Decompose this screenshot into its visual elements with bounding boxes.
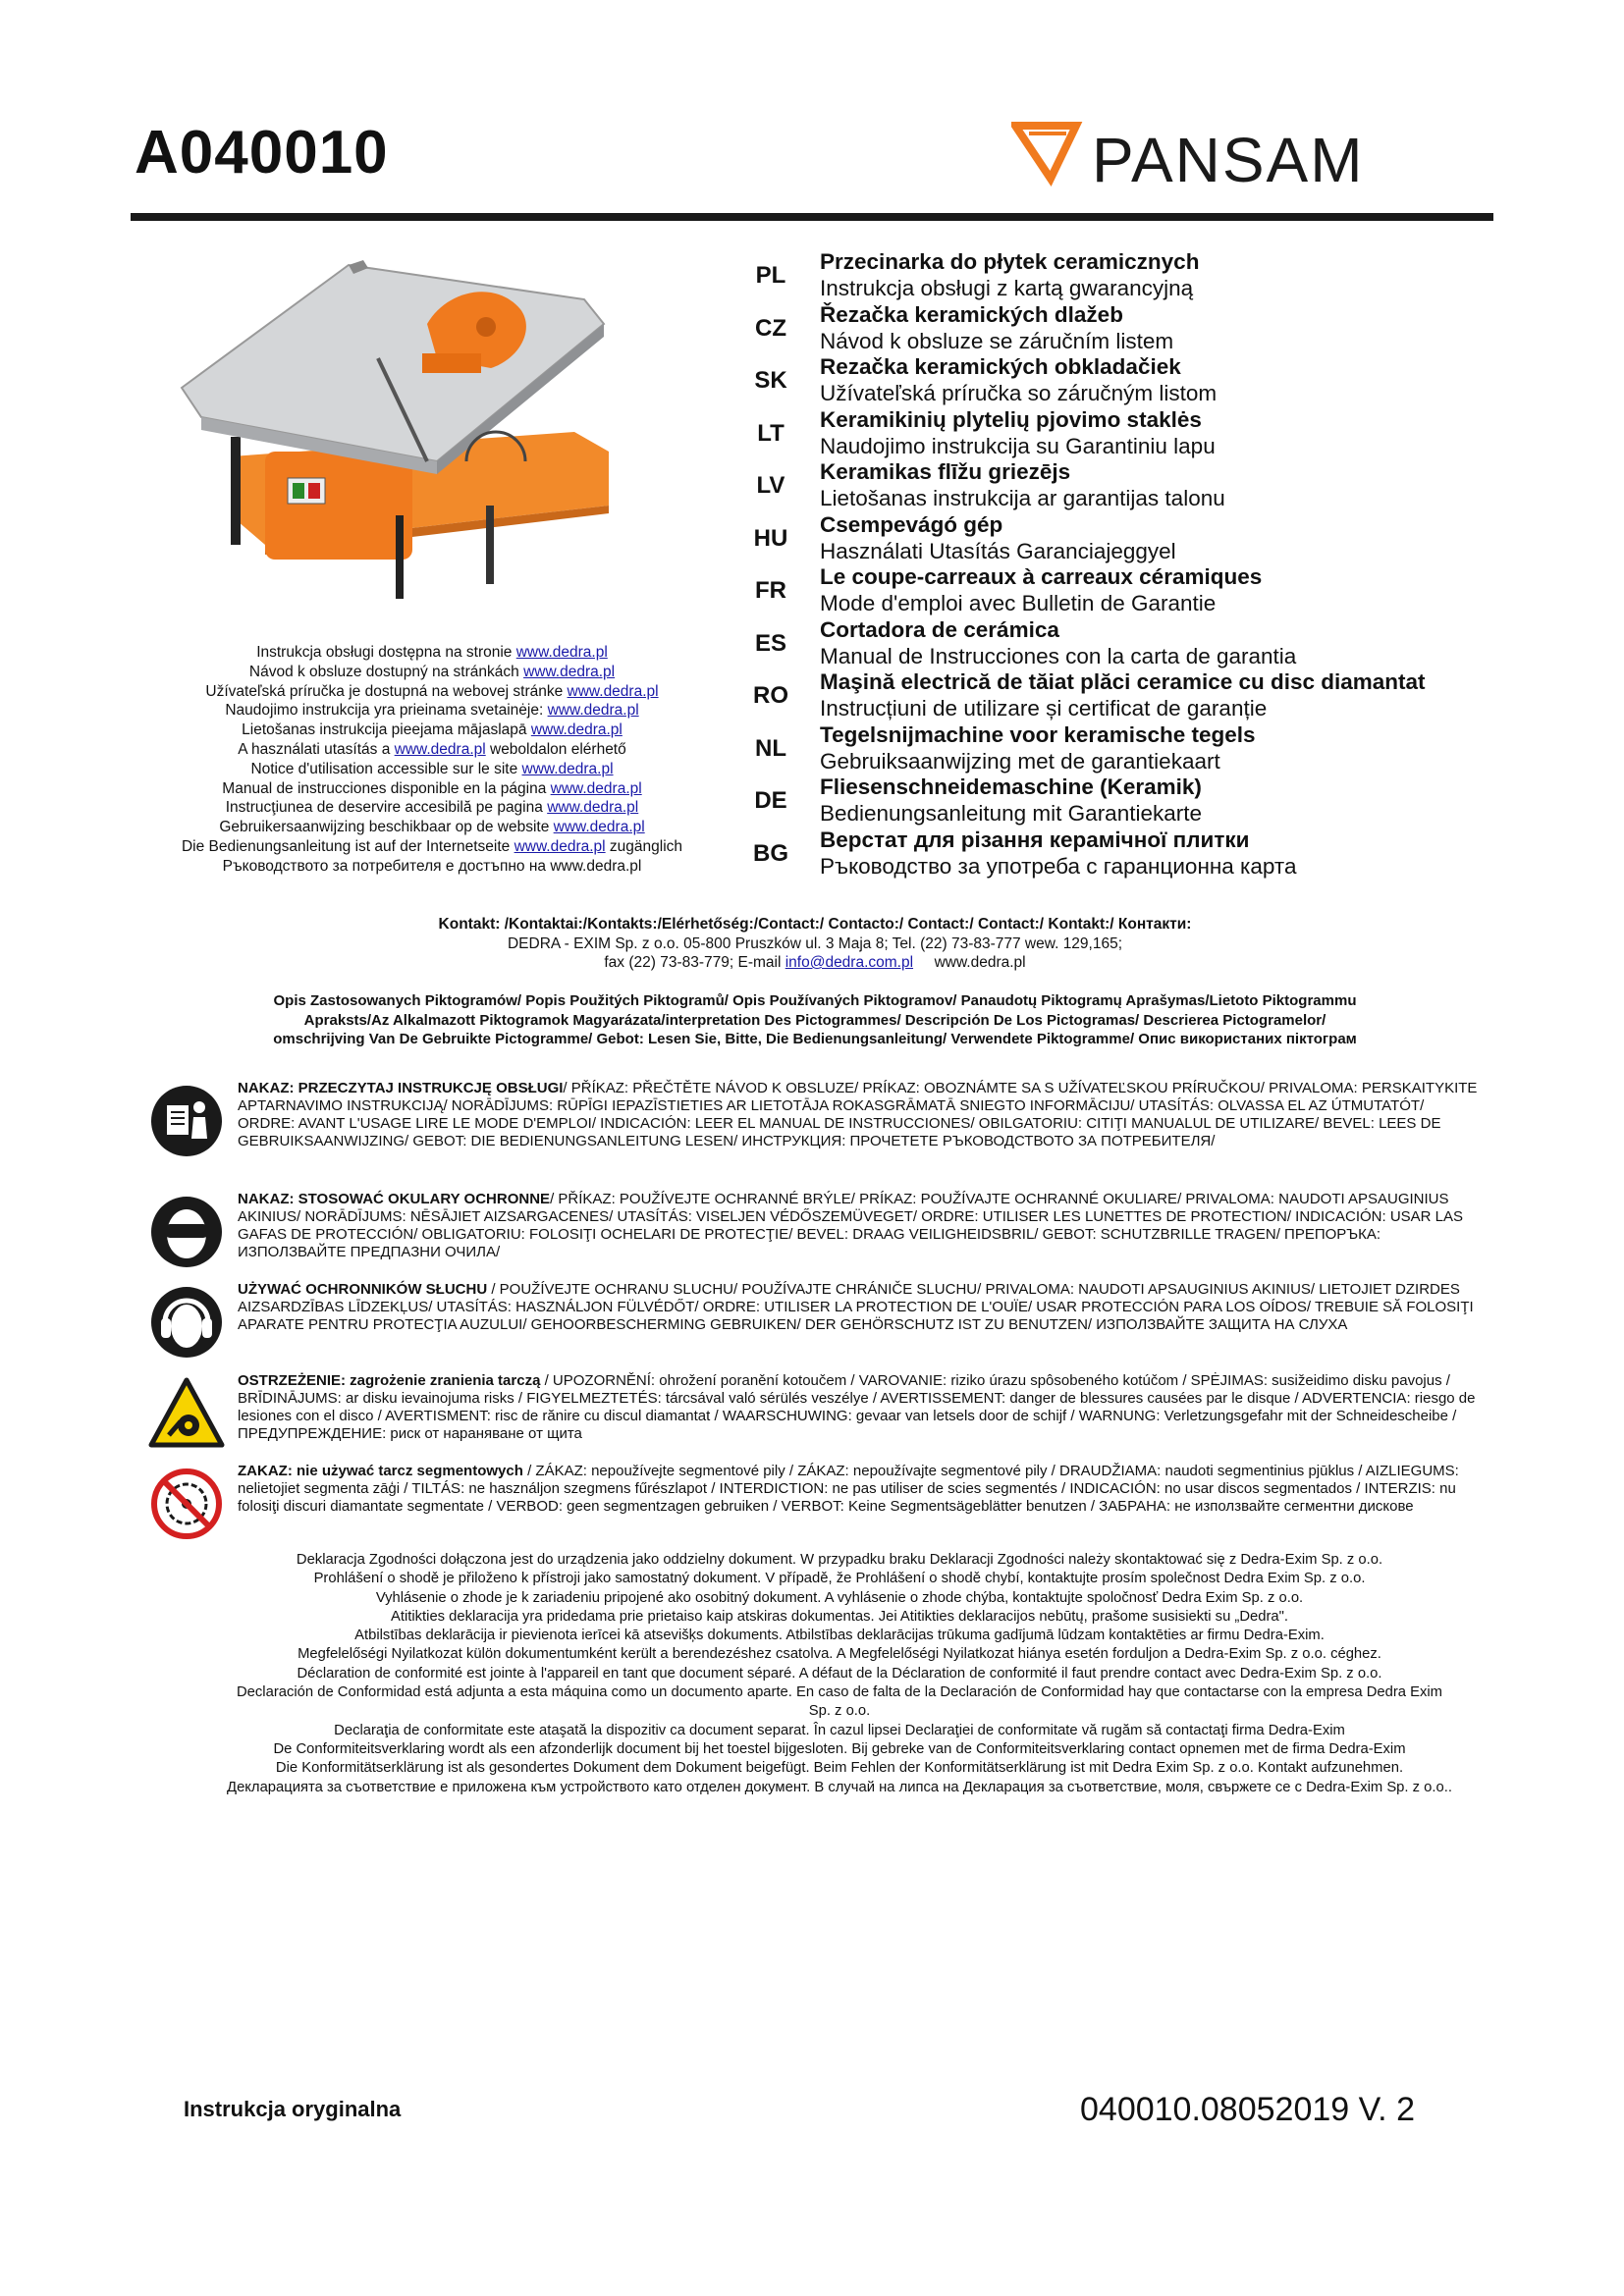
contact-block xyxy=(147,915,1483,973)
language-code: LV xyxy=(756,472,785,499)
availability-line: Manual de instrucciones disponible en la página www.dedra.pl xyxy=(222,779,642,797)
availability-line: Ръководството за потребителя е достъпно на www.dedra.pl xyxy=(222,857,642,875)
language-item xyxy=(751,459,1497,512)
read-manual-icon xyxy=(147,1082,226,1160)
contact-address: DEDRA - EXIM Sp. z o.o. 05-800 Pruszków ul. 3 Maja 8; Tel. (22) 73-83-777 wew. 129,165; xyxy=(507,934,1123,952)
manual-description: Bedienungsanleitung mit Garantiekarte xyxy=(820,801,1202,826)
website-link[interactable]: www.dedra.pl xyxy=(553,819,645,836)
model-number: A040010 xyxy=(135,119,389,187)
manual-description: Návod k obsluze se záručním listem xyxy=(820,328,1174,353)
language-code: NL xyxy=(755,734,786,762)
language-item xyxy=(751,564,1497,617)
language-item xyxy=(751,302,1497,355)
conformity-declarations xyxy=(226,1551,1453,1797)
declaration-paragraph: Declaración de Conformidad está adjunta a esta máquina como un documento aparte. En caso de falta de la Declaración de Conformidad hay que contactarse con la empresa Dedra Exim Sp. z o.o. xyxy=(236,1684,1443,1720)
website-link[interactable]: www.dedra.pl xyxy=(567,682,659,700)
language-code: PL xyxy=(755,262,786,289)
warning-text: UŻYWAĆ OCHRONNIKÓW SŁUCHU / POUŽÍVEJTE OCHRANU SLUCHU/ POUŽÍVAJTE CHRÁNIČE SLUCHU/ PRIVALOMA: NAUDOTI APSAUGINIUS AKINIUS/ LIETOJIET DZIRDES AIZSARDZĪBAS LĪDZEKĻUS/ UTASÍTÁS: HASZNÁLJON FÜLVÉDŐT/ ORDRE: UTILISER LA PROTECTION DE L'OUÏE/ USAR PROTECCIÓN PARA LOS OÍDOS/ TREBUIE SĂ FOLOSIŢI APARATE PENTRU PROTECŢIA AUZULUI/ GEHOORBESCHERMING GEBRUIKEN/ DER GEHÖRSCHUTZ IST ZU BENUTZEN/ ИЗПОЛЗВАЙТЕ ЗАЩИТА НА СЛУХА xyxy=(238,1281,1474,1333)
declaration-paragraph: Vyhlásenie o zhode je k zariadeniu pripojené ako osobitný dokument. A vyhlásenie o zhode chýba, kontaktujte spoločnosť Dedra Exim Sp. z o.o. xyxy=(375,1589,1304,1606)
language-item xyxy=(751,774,1497,828)
language-list xyxy=(751,249,1497,880)
email-link[interactable]: info@dedra.com.pl xyxy=(785,954,914,971)
product-name: Fliesenschneidemaschine (Keramik) xyxy=(820,774,1202,799)
declaration-paragraph: Atitikties deklaracija yra pridedama prie prietaiso kaip atskiras dokumentas. Jei Atitikties deklaracijos nebūtų, prašome susisiekti su „Dedra". xyxy=(390,1608,1289,1625)
product-name: Csempevágó gép xyxy=(820,511,1003,537)
availability-line: Naudojimo instrukcija yra prieinama svetainėje: www.dedra.pl xyxy=(225,702,639,720)
original-instructions-label: Instrukcja oryginalna xyxy=(184,2097,402,2121)
availability-line: Návod k obsluze dostupný na stránkách www.dedra.pl xyxy=(248,663,616,680)
language-code: RO xyxy=(753,682,788,709)
product-name: Верстат для різання керамічної плитки xyxy=(820,827,1250,852)
product-name: Przecinarka do płytek ceramicznych xyxy=(820,249,1200,274)
availability-line: Gebruikersaanwijzing beschikbaar op de website www.dedra.pl xyxy=(219,819,645,836)
language-item xyxy=(751,407,1497,460)
declaration-paragraph: Die Konformitätserklärung ist als gesondertes Dokument dem Dokument beigefügt. Beim Fehlen der Konformitätserklärung ist mit Dedra Exim Sp. z o.o. Kontakt aufzunehmen. xyxy=(275,1760,1404,1777)
language-item xyxy=(751,617,1497,670)
language-item xyxy=(751,512,1497,565)
availability-line: Notice d'utilisation accessible sur le site www.dedra.pl xyxy=(250,760,614,777)
product-name: Řezačka keramických dlažeb xyxy=(820,301,1123,327)
product-name: Maşină electrică de tăiat plăci ceramice cu disc diamantat xyxy=(820,669,1426,694)
declaration-paragraph: Declaraţia de conformitate este ataşată la dispozitiv ca document separat. În cazul lipsei Declaraţiei de conformitate vă rugăm să contactaţi firma Dedra-Exim xyxy=(334,1722,1345,1738)
language-code: FR xyxy=(755,577,786,604)
website-link[interactable]: www.dedra.pl xyxy=(550,779,642,797)
website-link[interactable]: www.dedra.pl xyxy=(547,702,639,720)
manual-description: Gebruiksaanwijzing met de garantiekaart xyxy=(820,748,1220,774)
manual-description: Užívateľská príručka so záručným listom xyxy=(820,381,1218,405)
website-link[interactable]: www.dedra.pl xyxy=(523,663,616,680)
website-link[interactable]: www.dedra.pl xyxy=(547,799,639,817)
brand-logo-icon xyxy=(1011,120,1090,192)
language-code: SK xyxy=(754,367,787,394)
product-name: Rezačka keramických obkladačiek xyxy=(820,354,1181,379)
declaration-paragraph: Déclaration de conformité est jointe à l'appareil en tant que document séparé. A défaut de la Déclaration de conformité il faut prendre contact avec Dedra-Exim Sp. z o.o. xyxy=(297,1665,1382,1682)
warning-text: NAKAZ: STOSOWAĆ OKULARY OCHRONNE/ PŘÍKAZ: POUŽÍVEJTE OCHRANNÉ BRÝLE/ PRÍKAZ: POUŽÍVAJTE OCHRANNÉ OKULIARE/ PRIVALOMA: NAUDOTI APSAUGINIUS AKINIUS/ NORĀDĪJUMS: NĒSĀJIET AIZSARGACENES/ UTASÍTÁS: VISELJEN VÉDŐSZEMÜVEGET/ ORDRE: UTILISER LES LUNETTES DE PROTECTION/ INDICACIÓN: USAR LAS GAFAS DE PROTECCIÓN/ OBLIGATORIU: FOLOSIŢI OCHELARI DE PROTECŢIE/ BEVEL: DRAAG VEILIGHEIDSBRIL/ GEBOT: SCHUTZBRILLE TRAGEN/ ПРЕПОРЪКА: ИЗПОЛЗВАЙТЕ ПРЕДПАЗНИ ОЧИЛА/ xyxy=(238,1191,1464,1260)
availability-line: Instrucţiunea de deservire accesibilă pe pagina www.dedra.pl xyxy=(225,799,639,817)
product-image xyxy=(172,250,633,609)
language-item xyxy=(751,249,1497,302)
header-divider xyxy=(131,213,1493,221)
language-code: BG xyxy=(753,839,788,867)
language-item xyxy=(751,722,1497,775)
website-link[interactable]: www.dedra.pl xyxy=(521,760,614,777)
ear-protection-icon xyxy=(147,1283,226,1362)
availability-line: Die Bedienungsanleitung ist auf der Internetseite www.dedra.pl zugänglich xyxy=(181,837,683,855)
manual-description: Lietošanas instrukcija ar garantijas talonu xyxy=(820,486,1225,510)
brand-logo xyxy=(1011,120,1492,195)
manual-description: Naudojimo instrukcija su Garantiniu lapu xyxy=(820,433,1216,458)
manual-description: Instrukcja obsługi z kartą gwarancyjną xyxy=(820,276,1194,300)
declaration-paragraph: Декларацията за съответствие е приложена към устройството като отделен документ. В случай на липса на Декларация за съответствие, моля, свържете се с Dedra-Exim Sp. z o.o.. xyxy=(227,1779,1452,1795)
manual-availability-list xyxy=(137,643,727,877)
language-item xyxy=(751,354,1497,407)
website-link[interactable]: www.dedra.pl xyxy=(514,837,606,855)
contact-fax-email: fax (22) 73-83-779; E-mail info@dedra.com.pl www.dedra.pl xyxy=(604,954,1026,971)
language-code: LT xyxy=(757,419,785,447)
brand-name: PANSAM xyxy=(1092,125,1365,195)
product-name: Le coupe-carreaux à carreaux céramiques xyxy=(820,564,1263,589)
language-code: HU xyxy=(753,524,788,552)
availability-line: Užívateľská príručka je dostupná na webovej stránke www.dedra.pl xyxy=(205,682,659,700)
website-link[interactable]: www.dedra.pl xyxy=(394,740,486,758)
warning-text: ZAKAZ: nie używać tarcz segmentowych / ZÁKAZ: nepoužívejte segmentové pily / ZÁKAZ: nepoužívajte segmentové pily / DRAUDŽIAMA: naudoti segmentinius pjūklus / AIZLIEGUMS: nelietojiet segmenta zāģi / TILTÁS: ne használjon szegmens fűrészlapot / INTERDICTION: ne pas utiliser de scies segmentés / INDICACIÓN: no usar discos segmentados / INTERZIS: nu folosiţi discuri diamantate segmentate / VERBOD: geen segmentzagen gebruiken / VERBOT: Keine Segmentsägeblätter benutzen / ЗАБРАНА: не използвайте сегментни дискове xyxy=(238,1463,1459,1515)
language-item xyxy=(751,828,1497,881)
product-name: Keramikinių plytelių pjovimo staklės xyxy=(820,406,1202,432)
blade-injury-warning-icon xyxy=(147,1374,226,1453)
availability-line: Instrukcja obsługi dostępna na stronie www.dedra.pl xyxy=(256,644,608,661)
availability-line: A használati utasítás a www.dedra.pl weboldalon elérhető xyxy=(238,740,626,758)
warning-text: NAKAZ: PRZECZYTAJ INSTRUKCJĘ OBSŁUGI/ PŘÍKAZ: PŘEČTĚTE NÁVOD K OBSLUZE/ PRÍKAZ: OBOZNÁMTE SA S UŽÍVATEĽSKOU PRÍRUČKOU/ PRIVALOMA: PERSKAITYKITE APTARNAVIMO INSTRUKCIJĄ/ NORĀDĪJUMS: RŪPĪGI IEPAZĪSTIETIES AR LIETOTĀJA ROKASGRĀMATĀ SNIEGTO INFORMĀCIJU/ UTASÍTÁS: OLVASSA EL AZ ÚTMUTATÓT/ ORDRE: AVANT L'USAGE LIRE LE MODE D'EMPLOI/ INDICACIÓN: LEER EL MANUAL DE INSTRUCCIONES/ OBILGATORIU: CITIŢI MANUALUL DE UTILIZARE/ BEVEL: LEES DE GEBRUIKSAANWIJZING/ GEBOT: DIE BEDIENUNGSANLEITUNG LESEN/ ИНСТРУКЦИЯ: ПРОЧЕТЕТЕ РЪКОВОДСТВОТО ЗА ПОТРЕБИТЕЛЯ/ xyxy=(238,1080,1478,1149)
manual-description: Manual de Instrucciones con la carta de garantia xyxy=(820,643,1297,668)
warning-text: OSTRZEŻENIE: zagrożenie zranienia tarczą / UPOZORNĚNÍ: ohrožení poranění kotoučem / VAROVANIE: riziko úrazu spôsobeného kotúčom / SPĖJIMAS: susižeidimo disku pavojus / BRĪDINĀJUMS: ar disku ievainojuma risks / FIGYELMEZTETÉS: tárcsával való sérülés veszélye / AVERTISSEMENT: danger de blessures causées par le disque / ADVERTENCIA: riesgo de lesiones con el disco / AVERTISMENT: risc de rănire cu discul diamantat / WAARSCHUWING: gevaar van letsels door de schijf / WARNUNG: Verletzungsgefahr mit der Schneidescheibe / ПРЕДУПРЕЖДЕНИЕ: риск от нараняване от щита xyxy=(238,1372,1476,1442)
website-link[interactable]: www.dedra.pl xyxy=(530,721,623,739)
declaration-paragraph: Megfelelőségi Nyilatkozat külön dokumentumként került a berendezéshez csatolva. A Megfelelőségi Nyilatkozat hiánya esetén forduljon a Dedra-Exim Sp. z o.o. céghez. xyxy=(298,1646,1381,1663)
declaration-paragraph: Prohlášení o shodě je přiloženo k přístroji jako samostatný dokument. V případě, že Prohlášení o shodě chybí, kontaktujte prosím společnost Dedra Exim Sp. z o.o. xyxy=(313,1571,1366,1587)
manual-description: Ръководство за употреба с гаранционна карта xyxy=(820,853,1297,879)
no-segmented-discs-icon xyxy=(147,1465,226,1543)
pictograms-heading: Opis Zastosowanych Piktogramów/ Popis Použitých Piktogramů/ Opis Používaných Piktogramov/ Panaudotų Piktogramų Aprašymas/Lietoto Piktogrammu Apraksts/Az Alkalmazott Piktogramok Magyarázata/interpretation Des Pictogrammes/ Descripción De Los Pictogramas/ Descrierea Pictogramelor/ omschrijving Van De Gebruikte Pictogramme/ Gebot: Lesen Sie, Bitte, Die Bedienungsanleitung/ Verwendete Piktogramme/ Опис використаних піктограм xyxy=(273,992,1357,1047)
product-name: Keramikas flīžu griezējs xyxy=(820,459,1071,484)
declaration-paragraph: Deklaracja Zgodności dołączona jest do urządzenia jako oddzielny dokument. W przypadku braku Deklaracji Zgodności należy skontaktować się z Dedra-Exim Sp. z o.o. xyxy=(296,1552,1383,1568)
language-code: CZ xyxy=(755,314,786,342)
language-item xyxy=(751,669,1497,722)
language-code: ES xyxy=(754,629,786,657)
product-name: Tegelsnijmachine voor keramische tegels xyxy=(820,721,1256,747)
declaration-paragraph: Atbilstības deklarācija ir pievienota ierīcei kā atsevišķs dokuments. Atbilstības deklarācijas trūkuma gadījumā lūdzam kontaktēties ar firmu Dedra-Exim. xyxy=(354,1628,1325,1644)
document-version: 040010.08052019 V. 2 xyxy=(1080,2091,1415,2128)
contact-heading: Kontakt: /Kontaktai:/Kontakts:/Elérhetőség:/Contact:/ Contacto:/ Contact:/ Contact:/ Kontakt:/ Контакти: xyxy=(438,916,1192,933)
declaration-paragraph: De Conformiteitsverklaring wordt als een afzonderlijk document bij het toestel bijgesloten. Bij gebreke van de Conformiteitsverklaring contact opnemen met de firma Dedra-Exim xyxy=(273,1740,1406,1757)
manual-description: Instrucțiuni de utilizare și certificat de garanție xyxy=(820,696,1268,721)
manual-description: Használati Utasítás Garanciajeggyel xyxy=(820,538,1176,563)
availability-line: Lietošanas instrukcija pieejama mājaslapā www.dedra.pl xyxy=(242,721,623,739)
website-link[interactable]: www.dedra.pl xyxy=(515,644,608,661)
manual-description: Mode d'emploi avec Bulletin de Garantie xyxy=(820,591,1217,615)
product-name: Cortadora de cerámica xyxy=(820,616,1059,642)
safety-goggles-icon xyxy=(147,1193,226,1271)
language-code: DE xyxy=(754,787,787,814)
